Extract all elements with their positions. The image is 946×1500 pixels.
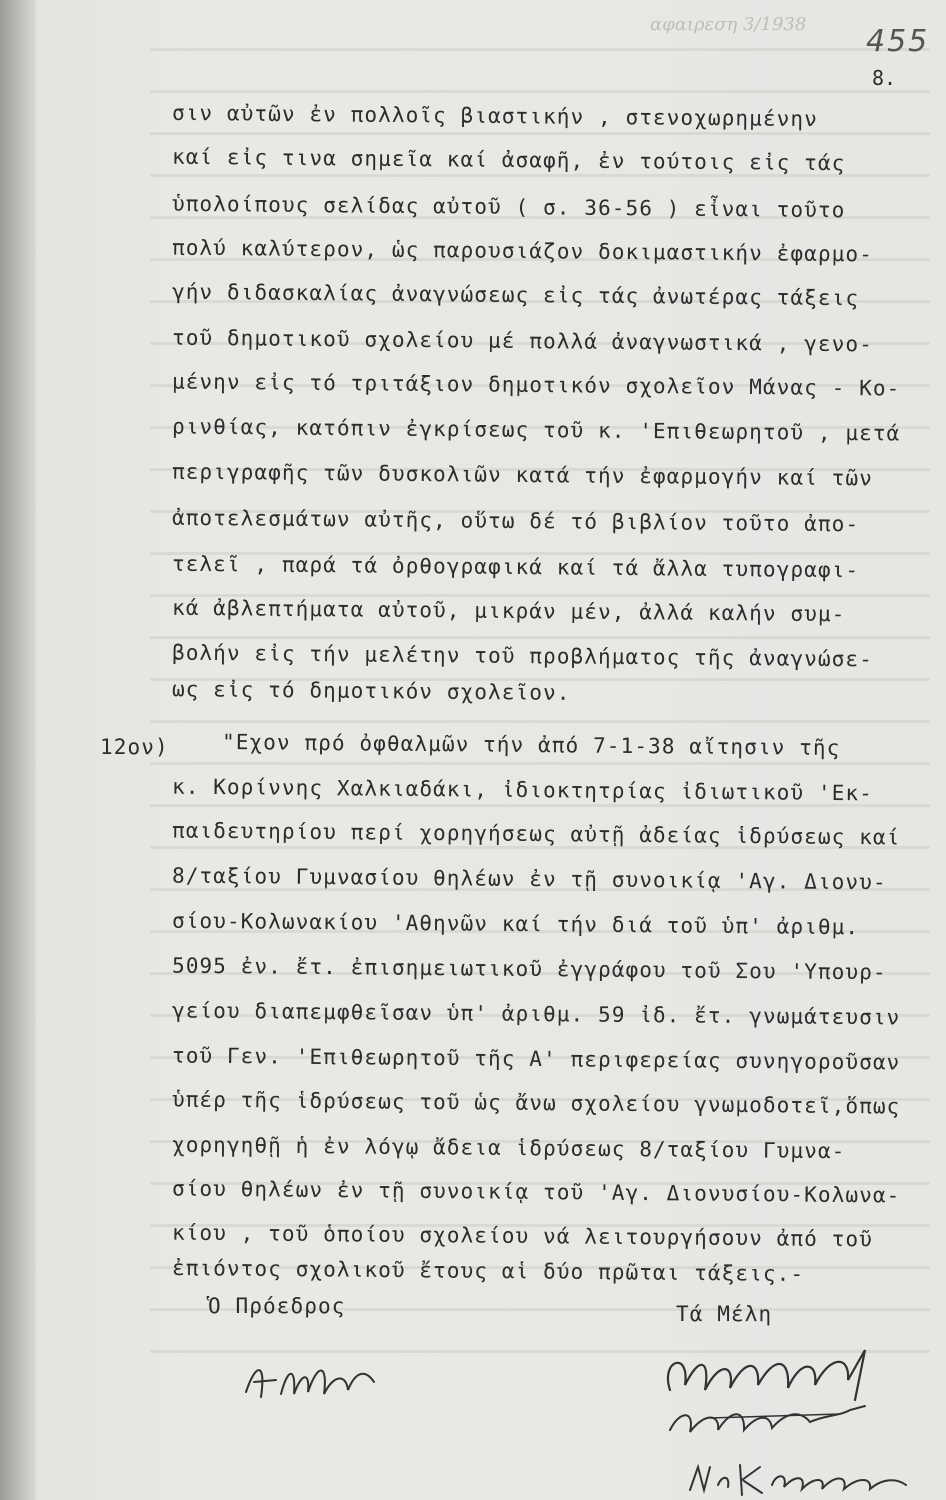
text-line: τοῦ Γεν. 'Επιθεωρητοῦ τῆς Α' περιφερείας συνηγοροῦσαν xyxy=(171,1043,901,1075)
text-line: τελεῖ , παρά τά ὀρθογραφικά καί τά ἄλλα τυπογραφι- xyxy=(171,551,860,583)
text-line: κίου , τοῦ ὁποίου σχολείου νά λειτουργήσουν ἀπό τοῦ xyxy=(171,1220,874,1252)
item-label: 12ον) xyxy=(100,735,169,759)
text-line: σιν αὐτῶν ἐν πολλοῖς βιαστικήν , στενοχωρημένην xyxy=(171,100,819,132)
page-number: 8. xyxy=(872,66,897,90)
text-line: χορηγηθῇ ἡ ἐν λόγῳ ἄδεια ἱδρύσεως 8/ταξίου Γυμνα- xyxy=(171,1132,846,1164)
text-line: πολύ καλύτερον, ὡς παρουσιάζον δοκιμαστικήν ἐφαρμο- xyxy=(171,235,874,267)
text-line: "Εχον πρό ὀφθαλμῶν τήν ἀπό 7-1-38 αἴτησιν τῆς xyxy=(221,730,841,760)
members-label: Τά Μέλη xyxy=(676,1302,773,1326)
text-line: ως εἰς τό δημοτικόν σχολεῖον. xyxy=(171,677,571,705)
text-line: βολήν εἰς τήν μελέτην τοῦ προβλήματος τῆς ἀναγνώσε- xyxy=(171,640,874,672)
folio-number: 455 xyxy=(866,24,930,59)
text-line: γήν διδασκαλίας ἀναγνώσεως εἰς τάς ἀνωτέρας τάξεις xyxy=(171,279,860,311)
text-line: περιγραφῆς τῶν δυσκολιῶν κατά τήν ἐφαρμογήν καί τῶν xyxy=(171,459,874,491)
text-line: καί εἰς τινα σημεῖα καί ἀσαφῆ, ἐν τούτοις εἰς τάς xyxy=(171,144,846,176)
president-label: Ὁ Πρόεδρος xyxy=(208,1294,346,1318)
text-line: κά ἀβλεπτήματα αὐτοῦ, μικράν μέν, ἀλλά καλήν συμ- xyxy=(171,595,846,627)
faint-header: αφαιρεση 3/1938 xyxy=(650,14,807,35)
text-line: ρινθίας, κατόπιν ἐγκρίσεως τοῦ κ. 'Επιθεωρητοῦ , μετά xyxy=(171,414,901,446)
text-line: παιδευτηρίου περί χορηγήσεως αὐτῇ ἀδείας ἱδρύσεως καί xyxy=(171,818,901,850)
text-line: ἀποτελεσμάτων αὐτῆς, οὕτω δέ τό βιβλίον τοῦτο ἀπο- xyxy=(171,505,860,537)
text-line: ὑπέρ τῆς ἱδρύσεως τοῦ ὡς ἄνω σχολείου γνωμοδοτεῖ,ὅπως xyxy=(171,1087,901,1119)
signature-member-2 xyxy=(680,1455,920,1500)
text-line: ἐπιόντος σχολικοῦ ἔτους αἱ δύο πρῶται τάξεις.- xyxy=(171,1255,805,1287)
binding-edge xyxy=(0,0,36,1500)
text-line: τοῦ δημοτικοῦ σχολείου μέ πολλά ἀναγνωστικά , γενο- xyxy=(171,325,874,357)
signature-president xyxy=(236,1352,386,1412)
text-line: μένην εἰς τό τριτάξιον δημοτικόν σχολεῖον Μάνας - Κο- xyxy=(171,369,901,401)
text-line: 8/ταξίου Γυμνασίου θηλέων ἐν τῇ συνοικίᾳ 'Αγ. Διονυ- xyxy=(171,863,887,895)
signature-member-1 xyxy=(650,1330,910,1450)
text-line: 5095 ἐν. ἔτ. ἐπισημειωτικοῦ ἐγγράφου τοῦ Σου 'Υπουρ- xyxy=(171,953,887,985)
text-line: σίου-Κολωνακίου 'Αθηνῶν καί τήν διά τοῦ ὑπ' ἀριθμ. xyxy=(171,908,860,940)
text-line: κ. Κορίννης Χαλκιαδάκι, ἰδιοκτητρίας ἰδιωτικοῦ 'Εκ- xyxy=(171,774,874,806)
text-line: γείου διαπεμφθεῖσαν ὑπ' ἀριθμ. 59 ἰδ. ἔτ. γνωμάτευσιν xyxy=(171,998,901,1030)
text-line: σίου θηλέων ἐν τῇ συνοικίᾳ τοῦ 'Αγ. Διονυσίου-Κολωνα- xyxy=(171,1176,901,1208)
text-line: ὑπολοίπους σελίδας αὐτοῦ ( σ. 36-56 ) εἶναι τοῦτο xyxy=(171,191,846,223)
